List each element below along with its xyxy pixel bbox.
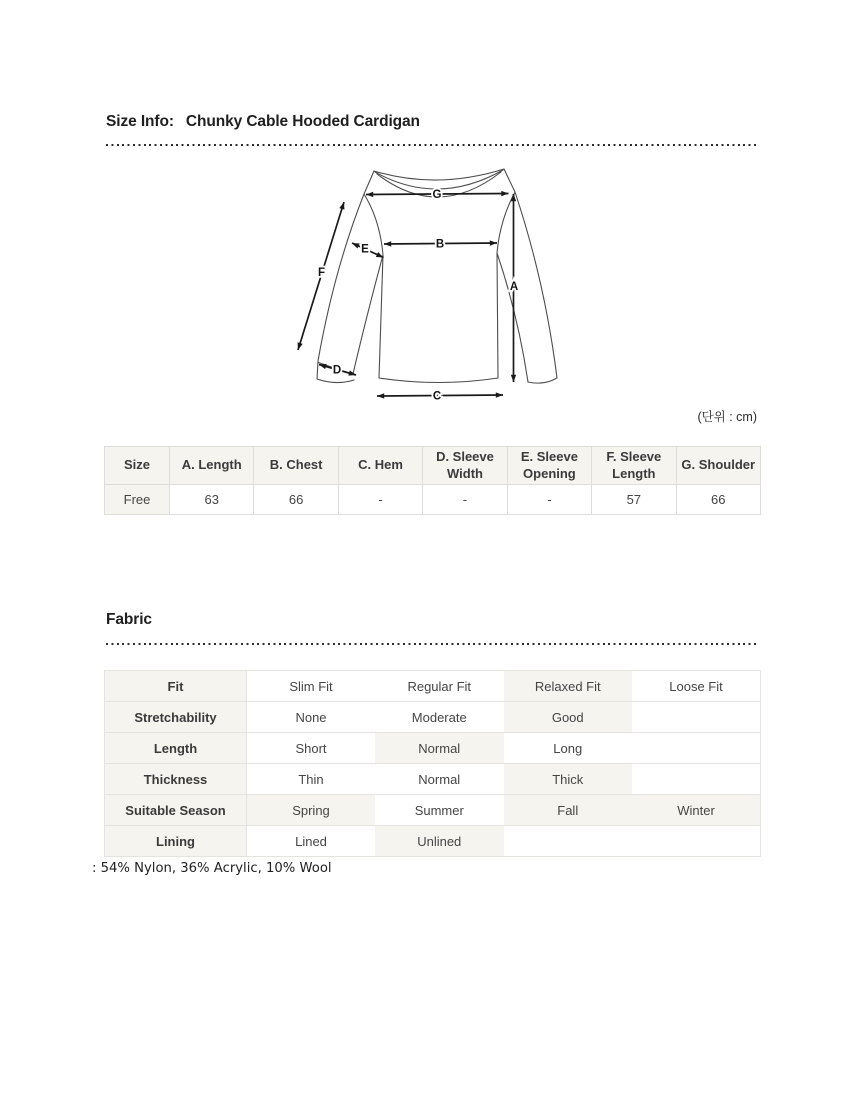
fabric-option-cell: Relaxed Fit xyxy=(504,671,633,702)
fabric-option-cell: None xyxy=(247,702,376,733)
fabric-table-row xyxy=(105,795,761,826)
product-name: Chunky Cable Hooded Cardigan xyxy=(185,113,420,130)
size-table-size-cell: Free xyxy=(105,485,170,515)
measure-arrow-e xyxy=(352,243,384,258)
fabric-table-row xyxy=(105,733,761,764)
measure-arrow-g xyxy=(366,189,509,201)
fabric-option-cell: Normal xyxy=(375,733,504,764)
size-table-value-cell: - xyxy=(507,485,591,515)
size-table-header-cell: G. Shoulder xyxy=(676,447,760,485)
size-table-row xyxy=(105,485,761,515)
fabric-row-label: Fit xyxy=(105,671,247,702)
fabric-option-cell: Moderate xyxy=(375,702,504,733)
garment-outline xyxy=(317,169,557,383)
size-table-header-cell: Size xyxy=(105,447,170,485)
fabric-option-cell: Summer xyxy=(375,795,504,826)
size-table xyxy=(104,446,761,515)
dotted-divider xyxy=(106,643,757,645)
size-table-header-cell: F. Sleeve Length xyxy=(592,447,676,485)
fabric-option-cell xyxy=(504,826,633,857)
measure-label-a: A xyxy=(509,281,519,293)
fabric-option-cell: Winter xyxy=(632,795,761,826)
fabric-option-cell: Normal xyxy=(375,764,504,795)
size-table-value-cell: 66 xyxy=(676,485,760,515)
fabric-table-row xyxy=(105,764,761,795)
measure-arrow-d xyxy=(319,364,356,377)
size-info-title-label: Size Info: xyxy=(106,113,174,130)
measure-label-c: C xyxy=(432,390,442,403)
fabric-option-cell: Fall xyxy=(504,795,633,826)
fabric-option-cell: Thin xyxy=(247,764,376,795)
size-table-header-cell: B. Chest xyxy=(254,447,338,485)
garment-measurement-diagram xyxy=(290,160,570,410)
measure-label-b: B xyxy=(435,238,445,251)
fabric-table-row xyxy=(105,826,761,857)
measure-label-e: E xyxy=(361,243,369,256)
fabric-table xyxy=(104,670,761,857)
fabric-option-cell: Unlined xyxy=(375,826,504,857)
fabric-row-label: Length xyxy=(105,733,247,764)
fabric-option-cell xyxy=(632,702,761,733)
size-info-title xyxy=(106,113,420,131)
fabric-row-label: Thickness xyxy=(105,764,247,795)
size-table-header-cell: A. Length xyxy=(170,447,254,485)
fabric-option-cell: Slim Fit xyxy=(247,671,376,702)
size-table-value-cell: 66 xyxy=(254,485,338,515)
size-table-header-cell: D. Sleeve Width xyxy=(423,447,507,485)
size-table-header-cell: C. Hem xyxy=(338,447,422,485)
measure-label-d: D xyxy=(332,364,342,377)
size-table-value-cell: - xyxy=(338,485,422,515)
fabric-row-label: Lining xyxy=(105,826,247,857)
fabric-row-label: Stretchability xyxy=(105,702,247,733)
measure-label-g: G xyxy=(432,189,442,201)
fabric-option-cell xyxy=(632,826,761,857)
size-table-value-cell: - xyxy=(423,485,507,515)
fabric-option-cell: Loose Fit xyxy=(632,671,761,702)
fabric-title: Fabric xyxy=(106,611,152,628)
size-table-value-cell: 57 xyxy=(592,485,676,515)
fabric-option-cell: Thick xyxy=(504,764,633,795)
fabric-option-cell: Short xyxy=(247,733,376,764)
measure-arrow-c xyxy=(377,391,503,403)
measure-arrow-b xyxy=(384,239,497,251)
fabric-option-cell xyxy=(632,733,761,764)
fabric-option-cell: Regular Fit xyxy=(375,671,504,702)
dotted-divider xyxy=(106,144,757,146)
size-table-header-row xyxy=(105,447,761,485)
fabric-option-cell: Lined xyxy=(247,826,376,857)
measure-arrow-a xyxy=(510,194,518,382)
fabric-option-cell: Good xyxy=(504,702,633,733)
fabric-row-label: Suitable Season xyxy=(105,795,247,826)
unit-note: (단위 : cm) xyxy=(697,410,757,424)
fabric-table-row xyxy=(105,702,761,733)
fabric-option-cell xyxy=(632,764,761,795)
fabric-option-cell: Spring xyxy=(247,795,376,826)
fabric-option-cell: Long xyxy=(504,733,633,764)
fabric-table-row xyxy=(105,671,761,702)
size-table-value-cell: 63 xyxy=(170,485,254,515)
measure-label-f: F xyxy=(317,267,326,279)
fabric-composition: : 54% Nylon, 36% Acrylic, 10% Wool xyxy=(92,861,332,876)
size-table-header-cell: E. Sleeve Opening xyxy=(507,447,591,485)
